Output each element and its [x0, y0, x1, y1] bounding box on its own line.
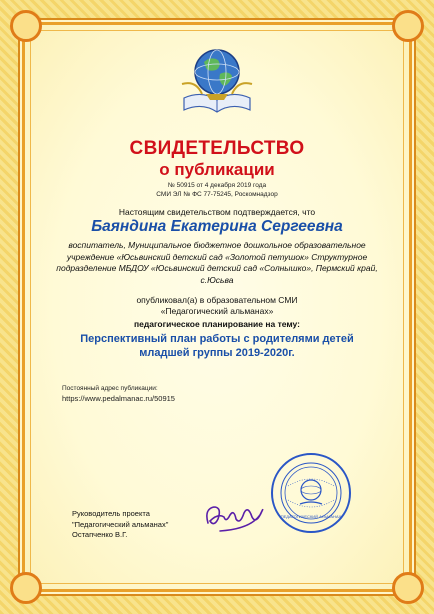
corner-ornament — [10, 572, 42, 604]
project-head — [72, 509, 168, 541]
published-line-2: «Педагогический альманах» — [160, 306, 274, 316]
seal-text: ПЕДАГОГИЧЕСКИЙ АЛЬМАНАХ — [280, 514, 342, 519]
corner-ornament — [392, 572, 424, 604]
corner-ornament — [392, 10, 424, 42]
seal-stamp-icon — [270, 452, 352, 534]
project-head-line-1: Руководитель проекта — [72, 509, 150, 518]
project-head-name: Остапченко В.Г. — [72, 530, 128, 539]
certificate-subtitle: о публикации — [159, 160, 275, 179]
person-position: воспитатель, Муниципальное бюджетное дошкольное образовательное учреждение «Юсьвинский детский сад «Золотой петушок» Структурное подразделение МБДОУ «Юсьвинский детский сад «Солнышко», Пермский край, с.Юсьва — [56, 240, 378, 285]
published-info — [40, 295, 394, 317]
globe-book-emblem-icon — [178, 40, 256, 122]
registration-number: № 50915 от 4 декабря 2019 года — [167, 182, 267, 189]
certificate-title: СВИДЕТЕЛЬСТВО — [129, 138, 305, 159]
registration-info — [40, 182, 394, 199]
topic-title: Перспективный план работы с родителями детей младшей группы 2019-2020г. — [80, 333, 354, 359]
confirm-text: Настоящим свидетельством подтверждается, что — [118, 207, 316, 217]
signature-icon — [200, 495, 270, 535]
publication-url[interactable]: https://www.pedalmanac.ru/50915 — [62, 394, 175, 403]
published-line-1: опубликовал(а) в образовательном СМИ — [136, 295, 298, 305]
corner-ornament — [10, 10, 42, 42]
registration-smi: СМИ ЭЛ № ФС 77-75245, Роскомнадзор — [156, 190, 278, 198]
topic-heading: педагогическое планирование на тему: — [134, 319, 300, 329]
project-head-line-2: "Педагогический альманах" — [72, 519, 169, 529]
url-label: Постоянный адрес публикации: — [62, 385, 158, 392]
person-name: Баяндина Екатерина Сергеевна — [91, 218, 343, 235]
